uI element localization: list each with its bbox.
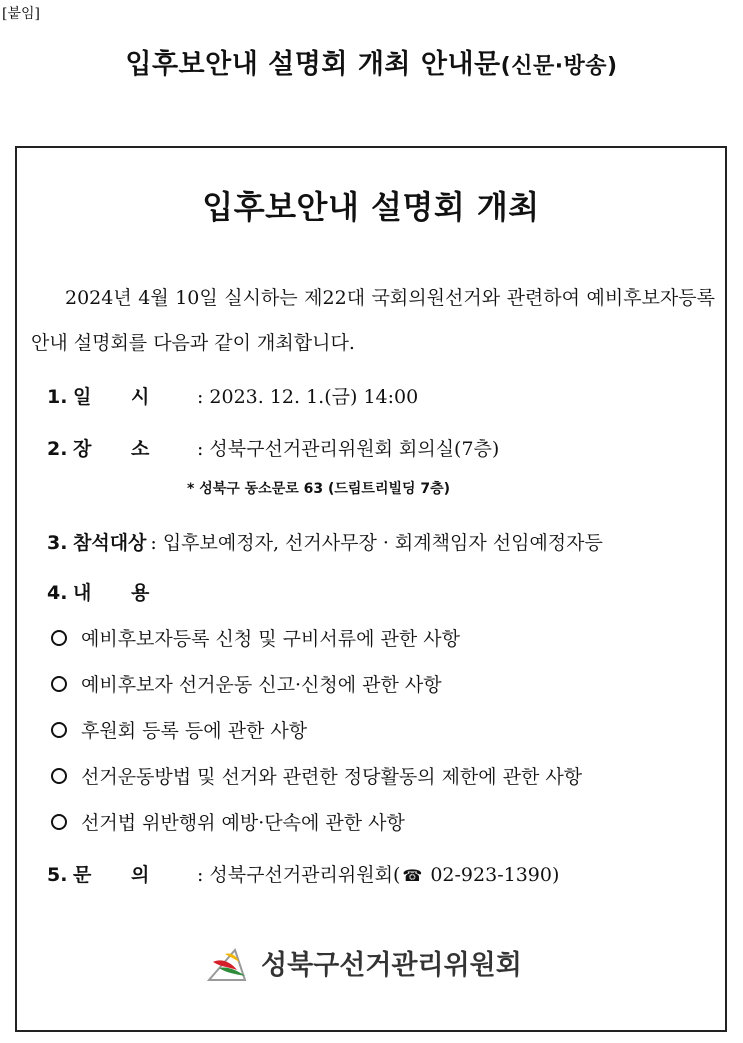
item-date-label: 일 시 [73,386,150,408]
attachment-label: [붙임] [2,6,40,22]
organization-footer [205,938,522,986]
circle-bullet-icon [51,676,67,692]
content-bullet-text: 선거운동방법 및 선거와 관련한 정당활동의 제한에 관한 사항 [81,766,583,788]
item-attendees [47,528,603,555]
item-date-value: 2023. 12. 1.(금) 14:00 [209,386,419,408]
document-title-sub: (신문·방송) [500,54,618,79]
item-inquiry-phone: 02-923-1390) [424,864,560,886]
item-content-label: 내 용 [73,582,150,604]
content-bullet [51,670,442,697]
item-place-value: 성북구선거관리위원회 회의실(7층) [209,438,500,460]
document-title-main: 입후보안내 설명회 개최 안내문 [125,49,501,80]
content-bullet [51,716,307,743]
content-bullet-text: 선거법 위반행위 예방·단속에 관한 사항 [81,812,405,834]
place-address: * 성북구 동소문로 63 (드림트리빌딩 7층) [187,481,451,497]
item-inquiry-number: 5. [47,864,68,886]
item-place [47,434,499,461]
item-inquiry-colon: : [197,864,204,886]
content-bullet-text: 후원회 등록 등에 관한 사항 [81,720,308,742]
item-attendees-label: 참석대상 [73,532,147,554]
notice-box [15,146,727,1032]
notice-title: 입후보안내 설명회 개최 [202,188,540,226]
content-bullet [51,762,582,789]
document-title [0,42,743,81]
item-inquiry-label: 문 의 [73,864,150,886]
organization-name: 성북구선거관리위원회 [261,949,522,981]
content-bullet [51,808,405,835]
item-place-colon: : [197,438,204,460]
intro-paragraph: 2024년 4월 10일 실시하는 제22대 국회의원선거와 관련하여 예비후보자등록 안내 설명회를 다음과 같이 개최합니다. [31,287,715,354]
election-commission-logo-icon [205,940,251,984]
item-inquiry [47,860,559,887]
item-content [47,578,193,605]
phone-icon: ☎ [402,866,423,885]
item-attendees-colon: : [150,532,157,554]
content-bullet-text: 예비후보자등록 신청 및 구비서류에 관한 사항 [81,628,460,650]
item-inquiry-value: 성북구선거관리위원회( [209,864,401,886]
item-content-number: 4. [47,582,68,604]
circle-bullet-icon [51,630,67,646]
content-bullet-text: 예비후보자 선거운동 신고·신청에 관한 사항 [81,674,442,696]
circle-bullet-icon [51,722,67,738]
item-attendees-value: 입후보예정자, 선거사무장 · 회계책임자 선임예정자등 [162,532,603,554]
item-place-label: 장 소 [73,438,150,460]
item-date [47,382,418,409]
item-place-number: 2. [47,438,68,460]
item-date-colon: : [197,386,204,408]
circle-bullet-icon [51,768,67,784]
item-attendees-number: 3. [47,532,68,554]
circle-bullet-icon [51,814,67,830]
item-date-number: 1. [47,386,68,408]
content-bullet [51,624,460,651]
